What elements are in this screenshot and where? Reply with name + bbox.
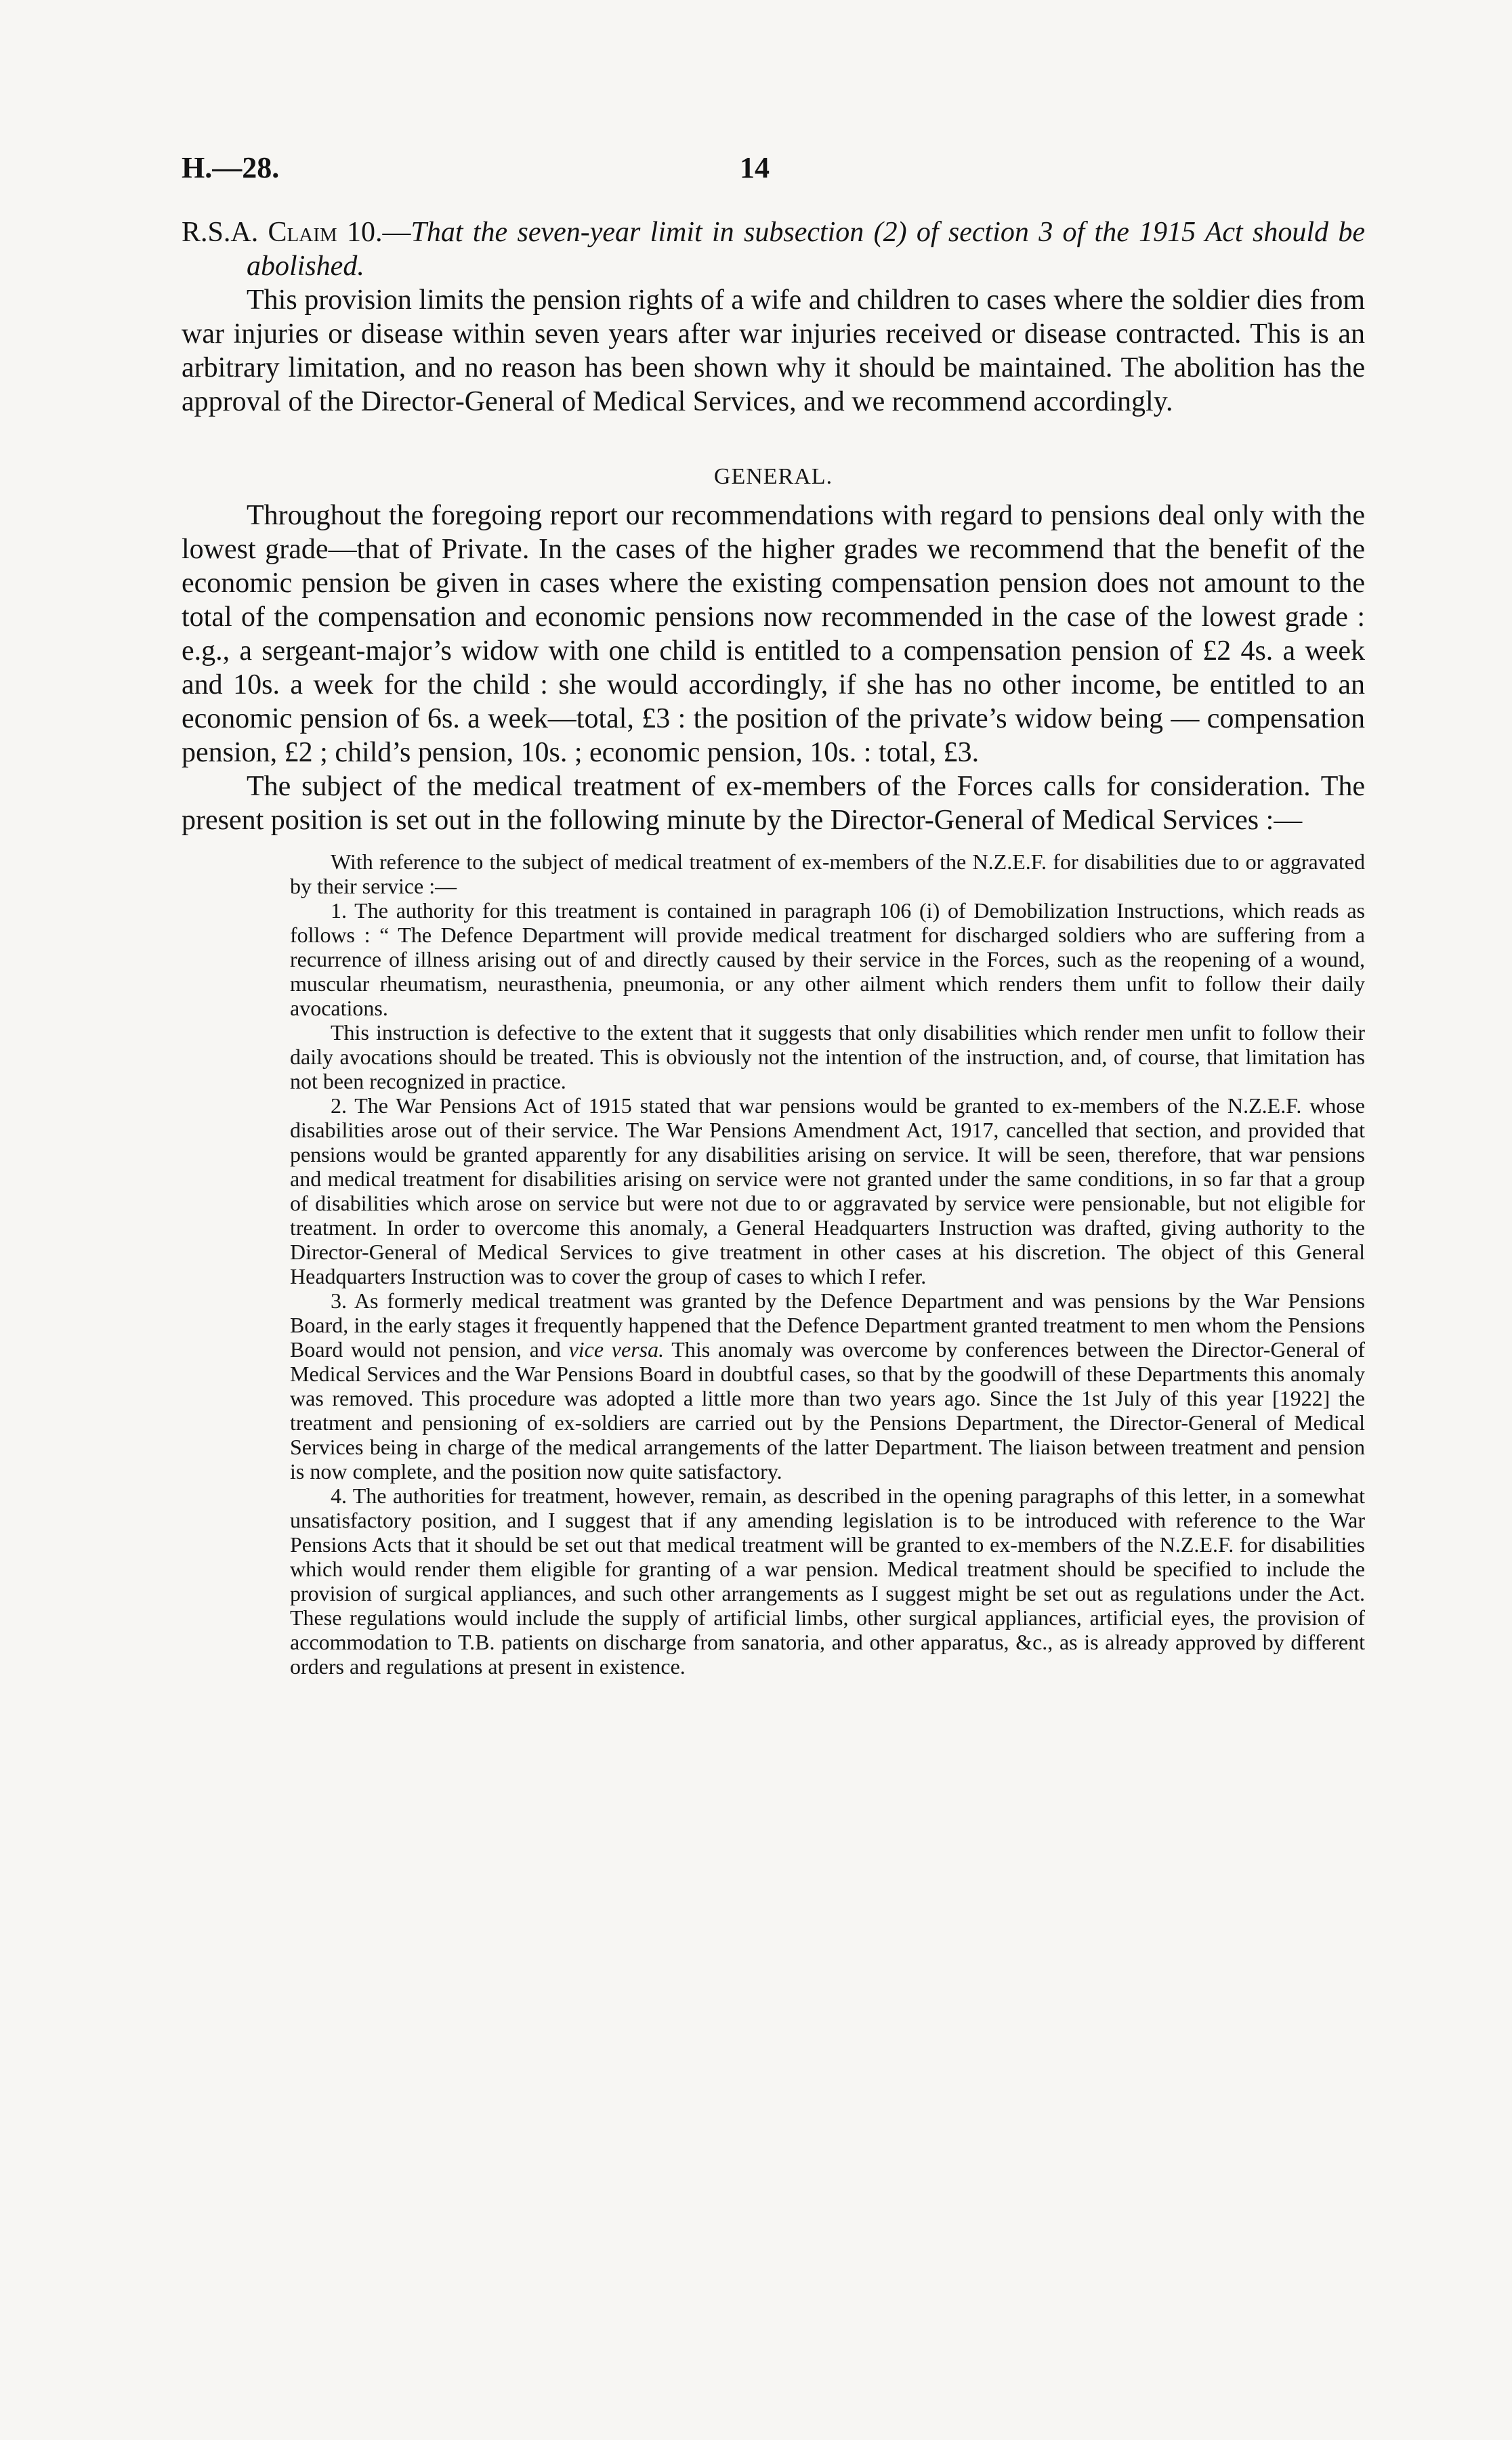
- claim-paragraph: This provision limits the pension rights of a wife and children to cases where the soldier dies from war injuries or disease within seven years after war injuries received or disease contracted. This is an arbitrary limitation, and no reason has been shown why it should be maintained. The abolition has the approval of the Director-General of Medical Services, and we recommend accordingly.: [182, 285, 1365, 417]
- quoted-minute: [290, 849, 1365, 1679]
- minute-paragraph-3: [290, 1288, 1365, 1484]
- minute-paragraph-4: 4. The authorities for treatment, however, remain, as described in the opening paragraphs of this letter, in a somewhat unsatisfactory position, and I suggest that if any amending legislation is to be introduced with reference to the War Pensions Acts that it should be set out that medical treatment will be granted to ex-members of the N.Z.E.F. for disabilities which would render them eligible for granting of a war pension. Medical treatment should be specified to include the provision of surgical appliances, and such other arrangements as I suggest might be set out as regulations under the Act. These regulations would include the supply of artificial limbs, other surgical appliances, artificial eyes, the provision of accommodation to T.B. patients on discharge from sanatoria, and other apparatus, &c., as is already approved by different orders and regulations at present in existence.: [290, 1484, 1365, 1679]
- page-number: 14: [740, 151, 770, 184]
- minute-paragraph-1: 1. The authority for this treatment is contained in paragraph 106 (i) of Demobilization Instructions, which reads as follows : “ The Defence Department will provide medical treatment for discharged soldiers who are suffering from a recurrence of illness arising out of and directly caused by their service in the Forces, such as the reopening of a wound, muscular rheumatism, neurasthenia, pneumonia, or any other ailment which renders them unfit to follow their daily avocations.: [290, 898, 1365, 1020]
- claim-heading: [182, 215, 1365, 283]
- vice-versa-text: vice versa.: [568, 1337, 665, 1362]
- claim-number: 10.—: [337, 217, 411, 248]
- minute-intro: With reference to the subject of medical treatment of ex-members of the N.Z.E.F. for disabilities due to or aggravated by their service :—: [290, 849, 1365, 898]
- document-reference: H.—28.: [182, 151, 280, 184]
- claim-prefix: R.S.A.: [182, 217, 268, 248]
- minute-paragraph-2: 2. The War Pensions Act of 1915 stated that war pensions would be granted to ex-members of the N.Z.E.F. whose disabilities arose out of their service. The War Pensions Amendment Act, 1917, cancelled that section, and provided that pensions would be granted apparently for any disabilities arising on service. It will be seen, therefore, that war pensions and medical treatment for disabilities arising on service were not granted under the same conditions, in so far that a group of disabilities which arose on service but were not due to or aggravated by service were pensionable, but not eligible for treatment. In order to overcome this anomaly, a General Headquarters Instruction was drafted, giving authority to the Director-General of Medical Services to give treatment in other cases at his discretion. The object of this General Headquarters Instruction was to cover the group of cases to which I refer.: [290, 1093, 1365, 1288]
- minute-paragraph-3-part-a: 3. As formerly medical treatment was granted by the Defence Department and was pensions by the War Pensions Board, in the early stages it frequently happened that the Defence Department granted treatment to men whom the Pensions Board would not pension, and: [290, 1288, 1365, 1362]
- minute-paragraph-1b: This instruction is defective to the extent that it suggests that only disabilities which render men unfit to follow their daily avocations should be treated. This is obviously not the intention of the instruction, and, of course, that limitation has not been recognized in practice.: [290, 1020, 1365, 1093]
- minute-paragraph-3-part-b: This anomaly was overcome by conferences between the Director-General of Medical Services and the War Pensions Board in doubtful cases, so that by the goodwill of these Departments this anomaly was removed. This procedure was adopted a little more than two years ago. Since the 1st July of this year [1922] the treatment and pensioning of ex-soldiers are carried out by the Pensions Department, the Director-General of Medical Services being in charge of the medical arrangements of the latter Department. The liaison between treatment and pension is now complete, and the position now quite satisfactory.: [290, 1337, 1366, 1484]
- general-paragraph-1: Throughout the foregoing report our recommendations with regard to pensions deal only with the lowest grade—that of Private. In the cases of the higher grades we recommend that the benefit of the economic pension be given in cases where the existing compensation pension does not amount to the total of the compensation and economic pensions now recommended in the case of the lowest grade : e.g., a sergeant-major’s widow with one child is entitled to a compensation pension of £2 4s. a week and 10s. a week for the child : she would accordingly, if she has no other income, be entitled to an economic pension of 6s. a week—total, £3 : the position of the private’s widow being — compensation pension, £2 ; child’s pension, 10s. ; economic pension, 10s. : total, £3.: [182, 500, 1365, 768]
- section-heading-general: GENERAL.: [713, 464, 833, 489]
- claim-label: Claim: [268, 217, 337, 248]
- general-paragraph-2: The subject of the medical treatment of ex-members of the Forces calls for consideration. The present position is set out in the following minute by the Director-General of Medical Services :—: [182, 771, 1365, 836]
- claim-title: That the seven-year limit in subsection (2) of section 3 of the 1915 Act should be abolished.: [247, 217, 1365, 282]
- page-content: [182, 215, 1365, 1679]
